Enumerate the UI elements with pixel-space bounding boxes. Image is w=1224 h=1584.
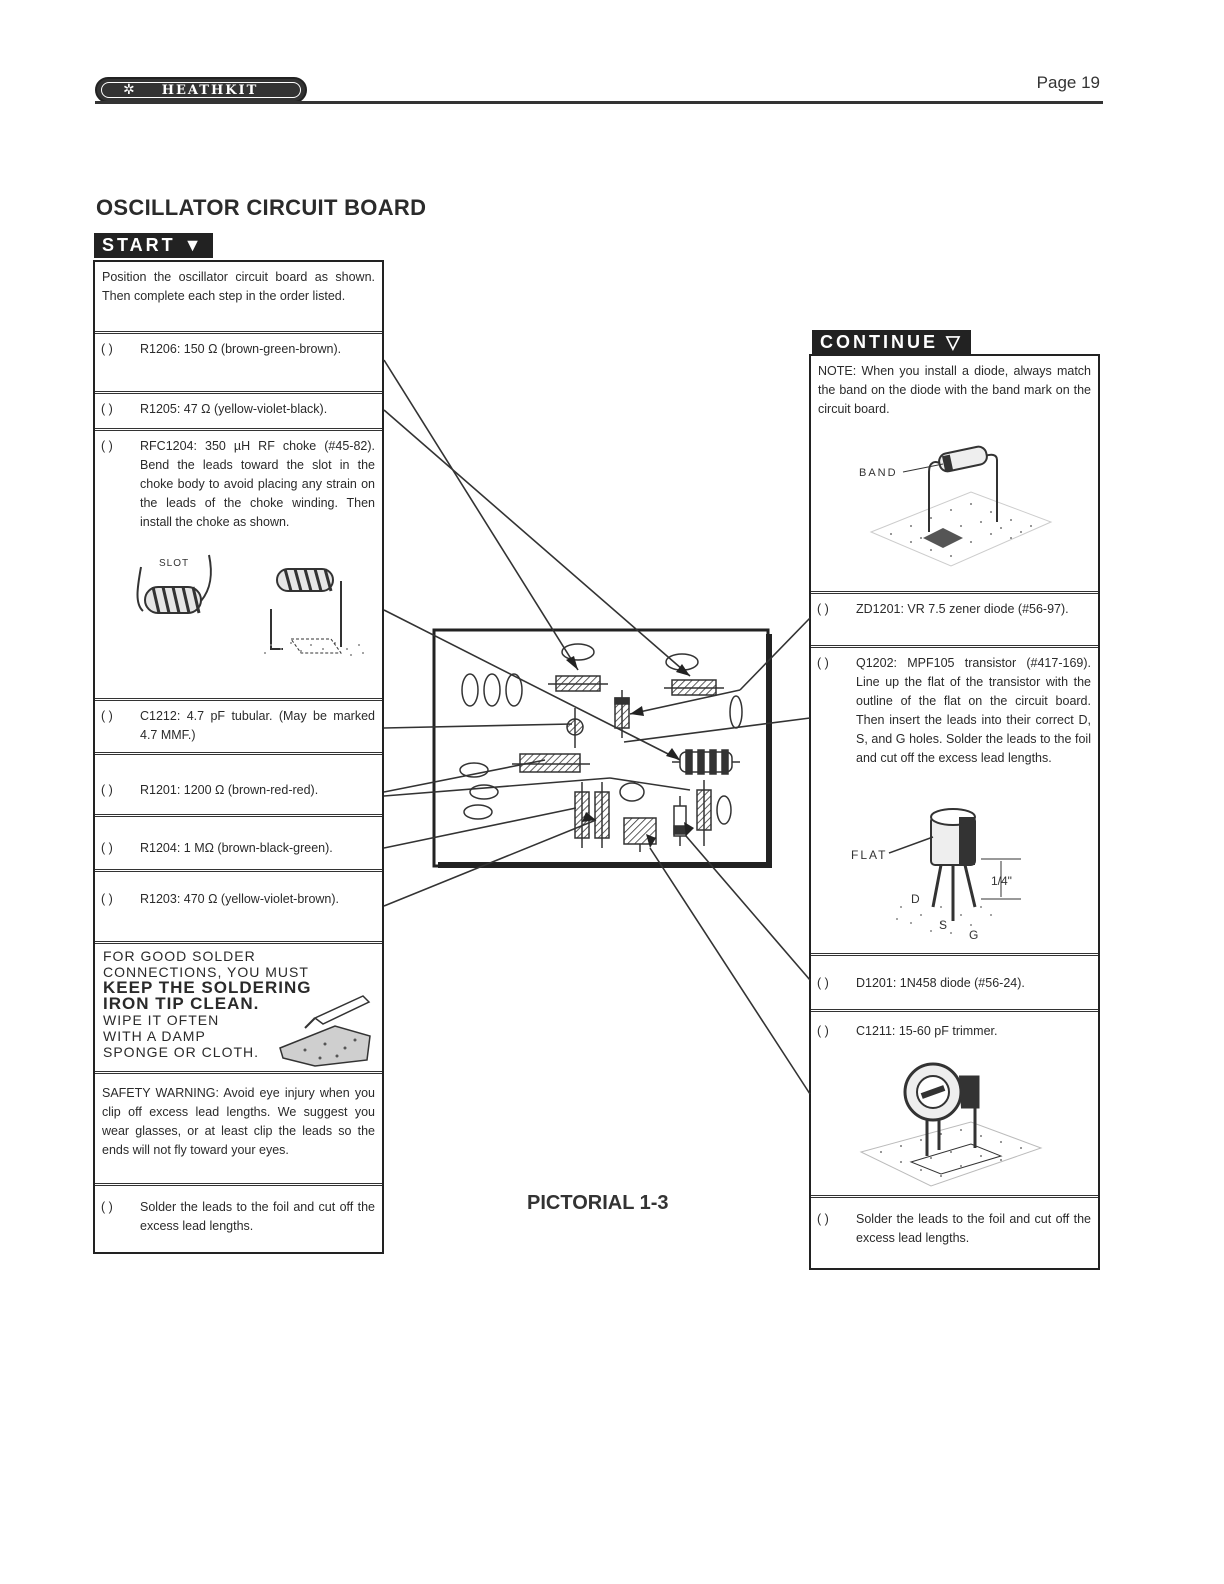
step-checkbox[interactable]: ( ) xyxy=(817,656,829,670)
choke-illustration xyxy=(101,549,376,673)
pictorial-caption: PICTORIAL 1-3 xyxy=(527,1192,669,1214)
step-text: RFC1204: 350 µH RF choke (#45-82). Bend the leads toward the slot in the choke body to avoid placing any strain on the leads of the choke winding. Then install the choke as shown. xyxy=(140,439,375,529)
solder-tip-box xyxy=(95,944,382,1074)
step-text: D1201: 1N458 diode (#56-24). xyxy=(856,976,1025,990)
tip-line: CONNECTIONS, YOU MUST xyxy=(103,964,309,980)
step-text: R1204: 1 MΩ (brown-black-green). xyxy=(140,841,333,855)
step-r1205[interactable] xyxy=(95,394,382,431)
section-title: OSCILLATOR CIRCUIT BOARD xyxy=(96,195,427,220)
step-text: R1201: 1200 Ω (brown-red-red). xyxy=(140,783,319,797)
step-d1201[interactable] xyxy=(811,956,1098,1012)
trimmer-illustration xyxy=(841,1052,1061,1192)
step-checkbox[interactable]: ( ) xyxy=(817,1212,829,1226)
diode-note-text: NOTE: When you install a diode, always match the band on the diode with the band mark on the circuit board. xyxy=(818,364,1091,416)
band-label: BAND xyxy=(859,467,898,479)
header-rule xyxy=(95,101,1103,104)
tip-line: FOR GOOD SOLDER xyxy=(103,948,256,964)
continue-tab xyxy=(812,330,971,355)
tip-line: SPONGE OR CLOTH. xyxy=(103,1044,260,1060)
tip-line: IRON TIP CLEAN. xyxy=(103,994,260,1013)
right-step-column xyxy=(809,354,1100,1270)
intro-box xyxy=(95,262,382,334)
page-number: Page 19 xyxy=(1036,73,1100,92)
intro-text: Position the oscillator circuit board as shown. Then complete each step in the order listed. xyxy=(102,270,375,303)
logo-emblem-icon: ✲ xyxy=(123,81,135,97)
step-checkbox[interactable]: ( ) xyxy=(101,783,113,797)
step-checkbox[interactable]: ( ) xyxy=(101,439,113,453)
safety-warning-box xyxy=(95,1074,382,1186)
left-step-column xyxy=(93,260,384,1254)
step-checkbox[interactable]: ( ) xyxy=(817,976,829,990)
step-q1202[interactable] xyxy=(811,648,1098,956)
step-text: C1211: 15-60 pF trimmer. xyxy=(856,1024,998,1038)
heathkit-logo xyxy=(95,77,307,103)
tip-line: WIPE IT OFTEN xyxy=(103,1012,220,1028)
step-checkbox[interactable]: ( ) xyxy=(817,602,829,616)
step-zd1201[interactable] xyxy=(811,594,1098,648)
step-solder-right[interactable] xyxy=(811,1198,1098,1268)
safety-warning-text: SAFETY WARNING: Avoid eye injury when you clip off excess lead lengths. We suggest you wear glasses, or at least clip the leads so the ends will not fly toward your eyes. xyxy=(102,1086,375,1157)
arrow-down-icon: ▼ xyxy=(175,235,205,255)
step-text: R1206: 150 Ω (brown-green-brown). xyxy=(140,342,342,356)
step-checkbox[interactable]: ( ) xyxy=(101,402,113,416)
slot-label: SLOT xyxy=(159,558,190,569)
start-tab xyxy=(94,233,213,258)
lead-s-label: S xyxy=(939,918,948,932)
step-text: Solder the leads to the foil and cut off the excess lead lengths. xyxy=(140,1200,375,1233)
dimension-label: 1/4" xyxy=(991,874,1012,888)
sponge-iron-icon xyxy=(275,988,375,1068)
step-text: Solder the leads to the foil and cut off the excess lead lengths. xyxy=(856,1212,1091,1245)
continue-label: CONTINUE xyxy=(820,332,938,352)
diode-band-illustration xyxy=(851,442,1061,570)
step-rfc1204[interactable] xyxy=(95,431,382,701)
diode-note-box xyxy=(811,356,1098,594)
step-checkbox[interactable]: ( ) xyxy=(101,709,113,723)
logo-text: HEATHKIT xyxy=(101,82,301,98)
step-r1204[interactable] xyxy=(95,817,382,872)
step-checkbox[interactable]: ( ) xyxy=(101,342,113,356)
transistor-illustration xyxy=(841,803,1071,951)
step-r1206[interactable] xyxy=(95,334,382,394)
step-checkbox[interactable]: ( ) xyxy=(817,1024,829,1038)
step-c1211[interactable] xyxy=(811,1012,1098,1198)
step-checkbox[interactable]: ( ) xyxy=(101,1200,113,1214)
step-c1212[interactable] xyxy=(95,701,382,755)
step-solder-left[interactable] xyxy=(95,1186,382,1252)
tip-line: KEEP THE SOLDERING xyxy=(103,978,312,997)
tip-line: WITH A DAMP xyxy=(103,1028,206,1044)
step-text: R1205: 47 Ω (yellow-violet-black). xyxy=(140,402,328,416)
start-label: START xyxy=(102,235,176,255)
arrow-down-icon: ▽ xyxy=(938,332,963,352)
lead-d-label: D xyxy=(911,892,920,906)
lead-g-label: G xyxy=(969,928,979,942)
step-checkbox[interactable]: ( ) xyxy=(101,892,113,906)
step-text: R1203: 470 Ω (yellow-violet-brown). xyxy=(140,892,340,906)
flat-label: FLAT xyxy=(851,848,888,862)
step-r1201[interactable] xyxy=(95,755,382,817)
step-text: ZD1201: VR 7.5 zener diode (#56-97). xyxy=(856,602,1069,616)
circuit-board-pictorial xyxy=(380,330,830,1110)
step-r1203[interactable] xyxy=(95,872,382,944)
step-checkbox[interactable]: ( ) xyxy=(101,841,113,855)
step-text: Q1202: MPF105 transistor (#417-169). Line up the flat of the transistor with the outline of the flat on the circuit board. Then insert the leads into their correct D, S, and G holes. Solder the leads to the foil and cut off the excess lead lengths. xyxy=(856,656,1091,765)
step-text: C1212: 4.7 pF tubular. (May be marked 4.7 MMF.) xyxy=(140,709,375,742)
